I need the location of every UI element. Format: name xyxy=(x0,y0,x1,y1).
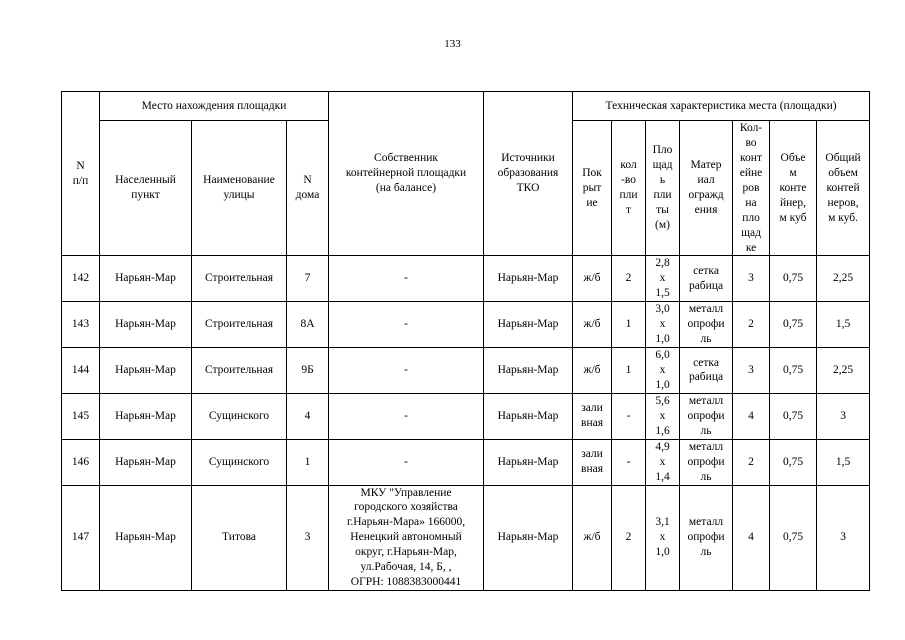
cover-cell: ж/б xyxy=(573,302,612,348)
container-count-cell: 3 xyxy=(733,348,770,394)
slab-count-cell: - xyxy=(612,439,646,485)
house-cell: 1 xyxy=(287,439,329,485)
slab-count-cell: 1 xyxy=(612,302,646,348)
header-slab-count: кол -во пли т xyxy=(612,121,646,256)
house-cell: 4 xyxy=(287,393,329,439)
settlement-cell: Нарьян-Мар xyxy=(100,439,192,485)
container-count-cell: 2 xyxy=(733,439,770,485)
container-volume-cell: 0,75 xyxy=(770,348,817,394)
cover-cell: ж/б xyxy=(573,348,612,394)
total-volume-cell: 2,25 xyxy=(817,348,870,394)
house-cell: 7 xyxy=(287,256,329,302)
container-volume-cell: 0,75 xyxy=(770,439,817,485)
slab-area-cell: 4,9 х 1,4 xyxy=(646,439,680,485)
slab-count-cell: 2 xyxy=(612,256,646,302)
owner-cell: - xyxy=(329,256,484,302)
header-street: Наименование улицы xyxy=(192,121,287,256)
house-cell: 3 xyxy=(287,485,329,591)
fence-cell: сетка рабица xyxy=(680,348,733,394)
header-total-volume: Общий объем контей неров, м куб. xyxy=(817,121,870,256)
settlement-cell: Нарьян-Мар xyxy=(100,393,192,439)
header-slab-area: Пло щад ь пли ты (м) xyxy=(646,121,680,256)
container-volume-cell: 0,75 xyxy=(770,485,817,591)
container-volume-cell: 0,75 xyxy=(770,256,817,302)
cover-cell: ж/б xyxy=(573,485,612,591)
fence-cell: металл опрофи ль xyxy=(680,393,733,439)
container-count-cell: 3 xyxy=(733,256,770,302)
source-cell: Нарьян-Мар xyxy=(484,302,573,348)
owner-cell: - xyxy=(329,439,484,485)
header-owner: Собственник контейнерной площадки (на балансе) xyxy=(329,92,484,256)
source-cell: Нарьян-Мар xyxy=(484,393,573,439)
container-count-cell: 2 xyxy=(733,302,770,348)
settlement-cell: Нарьян-Мар xyxy=(100,256,192,302)
source-cell: Нарьян-Мар xyxy=(484,485,573,591)
owner-cell: - xyxy=(329,348,484,394)
container-count-cell: 4 xyxy=(733,485,770,591)
slab-count-cell: 1 xyxy=(612,348,646,394)
settlement-cell: Нарьян-Мар xyxy=(100,348,192,394)
source-cell: Нарьян-Мар xyxy=(484,256,573,302)
container-sites-table xyxy=(61,91,870,591)
slab-count-cell: - xyxy=(612,393,646,439)
street-cell: Титова xyxy=(192,485,287,591)
header-cover: Пок рыт ие xyxy=(573,121,612,256)
header-technical-group: Техническая характеристика места (площадки) xyxy=(573,92,870,121)
settlement-cell: Нарьян-Мар xyxy=(100,302,192,348)
row-number: 143 xyxy=(62,302,100,348)
row-number: 147 xyxy=(62,485,100,591)
header-location-group: Место нахождения площадки xyxy=(100,92,329,121)
house-cell: 8А xyxy=(287,302,329,348)
page-number: 133 xyxy=(444,38,461,50)
street-cell: Строительная xyxy=(192,256,287,302)
fence-cell: металл опрофи ль xyxy=(680,439,733,485)
header-settlement: Населенный пункт xyxy=(100,121,192,256)
header-container-count: Кол- во конт ейне ров на пло щад ке xyxy=(733,121,770,256)
source-cell: Нарьян-Мар xyxy=(484,348,573,394)
slab-area-cell: 3,0 х 1,0 xyxy=(646,302,680,348)
cover-cell: зали вная xyxy=(573,439,612,485)
container-volume-cell: 0,75 xyxy=(770,302,817,348)
table-row xyxy=(62,302,870,348)
total-volume-cell: 1,5 xyxy=(817,302,870,348)
house-cell: 9Б xyxy=(287,348,329,394)
header-row-number: N п/п xyxy=(62,92,100,256)
slab-area-cell: 2,8 х 1,5 xyxy=(646,256,680,302)
fence-cell: металл опрофи ль xyxy=(680,485,733,591)
container-count-cell: 4 xyxy=(733,393,770,439)
row-number: 142 xyxy=(62,256,100,302)
table-row xyxy=(62,256,870,302)
street-cell: Сущинского xyxy=(192,439,287,485)
total-volume-cell: 2,25 xyxy=(817,256,870,302)
owner-cell: - xyxy=(329,302,484,348)
owner-cell: - xyxy=(329,393,484,439)
row-number: 145 xyxy=(62,393,100,439)
street-cell: Строительная xyxy=(192,302,287,348)
table-row xyxy=(62,485,870,591)
slab-area-cell: 6,0 х 1,0 xyxy=(646,348,680,394)
street-cell: Сущинского xyxy=(192,393,287,439)
table-row xyxy=(62,393,870,439)
table-row xyxy=(62,439,870,485)
table-row xyxy=(62,348,870,394)
street-cell: Строительная xyxy=(192,348,287,394)
header-fence-material: Матер иал огражд ения xyxy=(680,121,733,256)
fence-cell: сетка рабица xyxy=(680,256,733,302)
fence-cell: металл опрофи ль xyxy=(680,302,733,348)
total-volume-cell: 1,5 xyxy=(817,439,870,485)
settlement-cell: Нарьян-Мар xyxy=(100,485,192,591)
header-waste-source: Источники образования ТКО xyxy=(484,92,573,256)
owner-cell: МКУ "Управление городского хозяйства г.Нарьян-Мара» 166000, Ненецкий автономный округ, г.Нарьян-Мар, ул.Рабочая, 14, Б, , ОГРН: 1088383000441 xyxy=(329,485,484,591)
slab-count-cell: 2 xyxy=(612,485,646,591)
source-cell: Нарьян-Мар xyxy=(484,439,573,485)
cover-cell: зали вная xyxy=(573,393,612,439)
header-house: N дома xyxy=(287,121,329,256)
header-container-volume: Объе м конте йнер, м куб xyxy=(770,121,817,256)
row-number: 144 xyxy=(62,348,100,394)
cover-cell: ж/б xyxy=(573,256,612,302)
slab-area-cell: 5,6 х 1,6 xyxy=(646,393,680,439)
row-number: 146 xyxy=(62,439,100,485)
container-volume-cell: 0,75 xyxy=(770,393,817,439)
slab-area-cell: 3,1 х 1,0 xyxy=(646,485,680,591)
total-volume-cell: 3 xyxy=(817,485,870,591)
total-volume-cell: 3 xyxy=(817,393,870,439)
